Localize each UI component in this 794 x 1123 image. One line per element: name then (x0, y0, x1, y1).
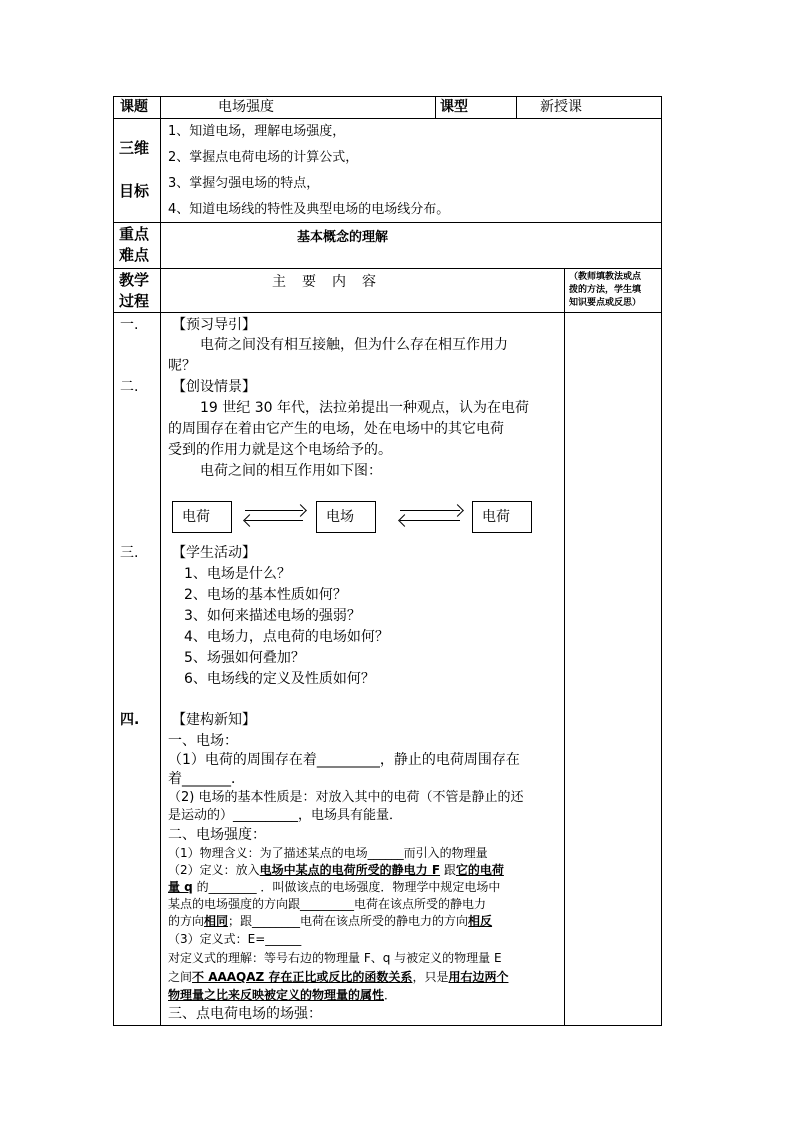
diagram-box-charge-right: 电荷 (472, 501, 532, 533)
arrowhead-left-icon (398, 514, 411, 527)
goal-item-1: 1、知道电场，理解电场强度， (168, 124, 346, 139)
keypoints-value: 基本概念的理解 (297, 230, 389, 245)
notes-header-2: 拨的方法，学生填 (569, 285, 642, 295)
row-line-2 (113, 118, 662, 119)
arrowhead-right-icon (294, 504, 307, 517)
table-border-right (661, 96, 662, 1026)
q2-bold-2: 它的电荷 (455, 863, 504, 877)
q3-bold: 量 q (168, 880, 193, 894)
activity-item-4: 4、电场力，点电荷的电场如何？ (184, 629, 389, 645)
section-1-number: 一. (120, 317, 139, 333)
activity-item-6: 6、电场线的定义及性质如何？ (184, 671, 375, 687)
q2-mid: 跟 (440, 863, 456, 877)
diagram-box-charge-left: 电荷 (172, 501, 232, 533)
goals-label-2: 目标 (119, 182, 150, 200)
goals-label-1: 三维 (119, 139, 150, 157)
row-line-4 (113, 268, 662, 269)
q5-bold-1: 相同 (204, 914, 229, 928)
strength-q2 (168, 862, 504, 879)
section-1-title: 【预习导引】 (172, 317, 256, 333)
definition-note-2 (168, 969, 508, 986)
section-2-line-4: 电荷之间的相互作用如下图： (200, 463, 382, 479)
header-divider-1 (435, 96, 436, 118)
section-2-number: 二. (120, 379, 139, 395)
row-line-3 (113, 222, 662, 223)
subheading-point-charge: 三、点电荷电场的场强： (168, 1006, 322, 1022)
main-content-title: 主 要 内 容 (272, 274, 377, 290)
field-para-1a: （1）电荷的周围存在着_________，静止的电荷周围存在 (168, 752, 520, 768)
activity-item-5: 5、场强如何叠加？ (184, 650, 305, 666)
arrowhead-left-icon (243, 514, 256, 527)
r2-bold-2: 用右边两个 (448, 970, 509, 984)
r3-bold: 物理量之比来反映被定义的物理量的属性 (168, 988, 385, 1002)
keypoints-label-2: 难点 (119, 246, 150, 264)
field-para-1b: 着_______． (168, 771, 245, 787)
topic-value: 电场强度 (218, 99, 274, 115)
table-border-left (113, 96, 114, 1026)
arrowhead-right-icon (451, 504, 464, 517)
section-2-title: 【创设情景】 (172, 379, 256, 395)
subheading-field: 一、电场： (168, 733, 238, 749)
strength-q3 (168, 879, 500, 896)
field-para-2b: 是运动的）__________，电场具有能量． (168, 808, 403, 823)
q2-bold-1: 电场中某点的电荷所受的静电力 F (259, 863, 441, 877)
r2-pre: 之间 (168, 970, 193, 984)
row-line-bottom (113, 1025, 662, 1026)
section-1-line-2: 呢？ (168, 358, 196, 374)
notes-col-divider (564, 268, 565, 1026)
r2-mid: ，只是 (412, 970, 449, 984)
goal-item-3: 3、掌握匀强电场的特点， (168, 176, 320, 191)
keypoints-label-1: 重点 (119, 225, 150, 243)
section-2-line-2: 的周围存在着由它产生的电场，处在电场中的其它电荷 (168, 421, 504, 437)
diagram-box-field: 电场 (316, 501, 376, 533)
section-3-number: 三. (120, 545, 139, 561)
process-label-1: 教学 (119, 271, 150, 289)
q5-bold-2: 相反 (468, 914, 493, 928)
section-4-number: 四. (120, 712, 140, 728)
header-divider-2 (516, 96, 517, 118)
strength-q4: 某点的电场强度的方向跟_________电荷在该点所受的静电力 (168, 897, 487, 911)
table-col-divider (160, 96, 161, 1026)
field-para-2a: （2) 电场的基本性质是：对放入其中的电荷（不管是静止的还 (168, 790, 524, 805)
q2-pre: （2）定义：放入 (168, 863, 260, 877)
activity-item-2: 2、电场的基本性质如何？ (184, 587, 347, 603)
definition-note-1: 对定义式的理解：等号右边的物理量 F、q 与被定义的物理量 E (168, 951, 502, 965)
strength-q6: （3）定义式：E=______ (168, 932, 302, 946)
lesson-type-label: 课型 (440, 99, 468, 115)
section-4-title: 【建构新知】 (172, 712, 256, 728)
activity-item-1: 1、电场是什么？ (184, 566, 291, 582)
row-line-5 (113, 312, 662, 313)
q5-pre: 的方向 (168, 914, 205, 928)
section-2-line-1: 19 世纪 30 年代，法拉弟提出一种观点，认为在电荷 (200, 400, 529, 416)
lesson-type-value: 新授课 (540, 99, 582, 115)
goal-item-2: 2、掌握点电荷电场的计算公式， (168, 150, 359, 165)
section-1-line-1: 电荷之间没有相互接触，但为什么存在相互作用力 (200, 337, 508, 353)
notes-header-3: 知识要点或反思） (569, 298, 642, 308)
activity-item-3: 3、如何来描述电场的强弱？ (184, 608, 361, 624)
strength-q5 (168, 913, 492, 930)
r3-end: ． (384, 988, 397, 1002)
section-2-line-3: 受到的作用力就是这个电场给予的。 (168, 442, 392, 458)
topic-label: 课题 (120, 99, 148, 115)
q5-mid: ；跟________电荷在该点所受的静电力的方向 (228, 914, 469, 928)
section-3-title: 【学生活动】 (172, 545, 256, 561)
q3-rest: 的________ ．叫做该点的电场强度．物理学中规定电场中 (192, 880, 501, 894)
strength-q1: （1）物理含义：为了描述某点的电场______而引入的物理量 (168, 846, 488, 860)
definition-note-3 (168, 987, 396, 1004)
process-label-2: 过程 (119, 292, 150, 310)
r2-bold: 不 AAAQAZ 存在正比或反比的函数关系 (192, 970, 413, 984)
notes-header-1: （教师填教法或点 (569, 272, 642, 282)
goal-item-4: 4、知道电场线的特性及典型电场的电场线分布。 (168, 202, 450, 217)
subheading-strength: 二、电场强度： (168, 827, 266, 843)
